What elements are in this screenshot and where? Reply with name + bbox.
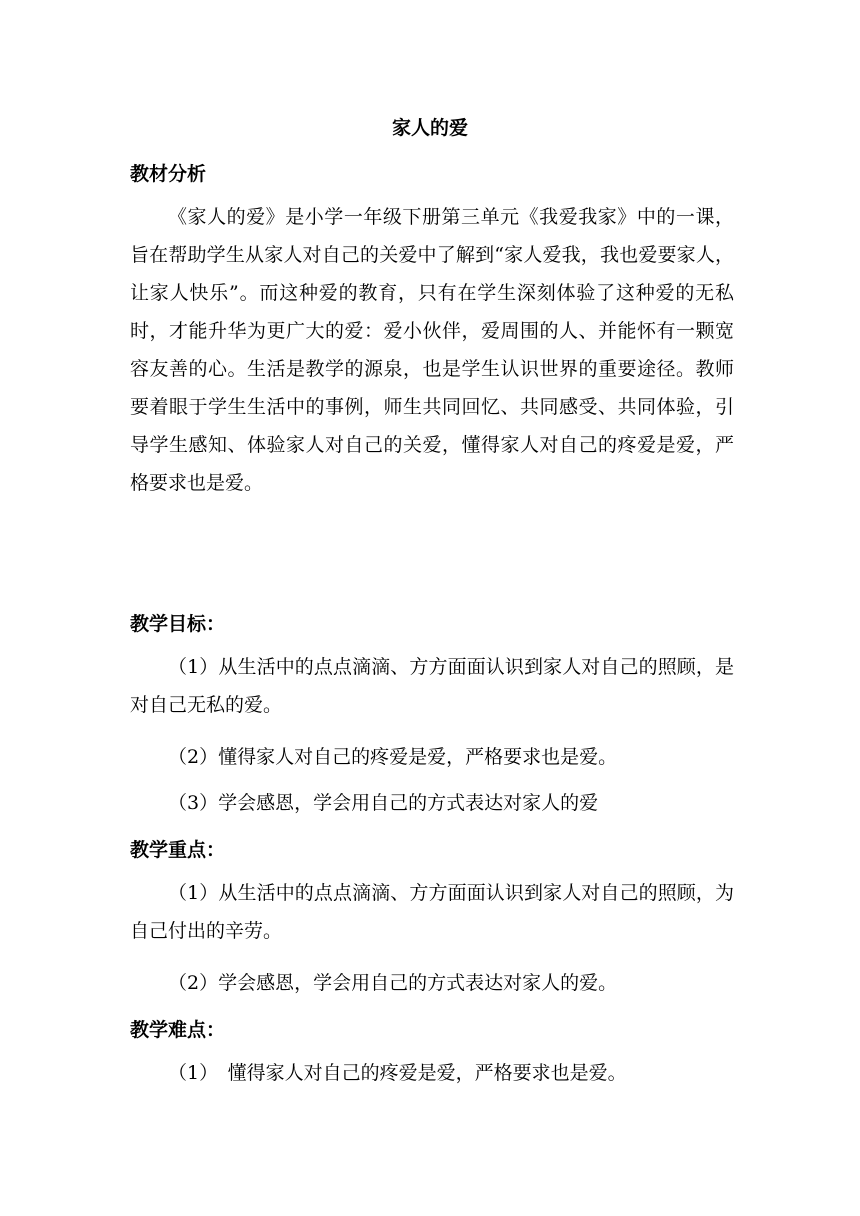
analysis-paragraph: 《家人的爱》是小学一年级下册第三单元《我爱我家》中的一课，旨在帮助学生从家人对自己的关爱中了解到“家人爱我，我也爱要家人，让家人快乐”。而这种爱的教育，只有在学生深刻体验了这种爱的无私时，才能升华为更广大的爱：爱小伙伴，爱周围的人、并能怀有一颗宽容友善的心。生活是教学的源泉，也是学生认识世界的重要途径。教师要着眼于学生生活中的事例，师生共同回忆、共同感受、共同体验，引导学生感知、体验家人对自己的关爱，懂得家人对自己的疼爱是爱，严格要求也是爱。 (130, 206, 734, 494)
page-title: 家人的爱 (391, 117, 468, 139)
goal-item-3: （3）学会感恩，学会用自己的方式表达对家人的爱 (168, 792, 599, 814)
goal-item-2: （2）懂得家人对自己的疼爱是爱，严格要求也是爱。 (168, 746, 618, 768)
section-heading-keypoints: 教学重点： (130, 839, 226, 861)
keypoint-item-2: （2）学会感恩，学会用自己的方式表达对家人的爱。 (168, 972, 618, 994)
section-heading-goals: 教学目标： (130, 613, 226, 635)
goal-item-1: （1）从生活中的点点滴滴、方方面面认识到家人对自己的照顾，是对自己无私的爱。 (130, 656, 734, 716)
section-heading-analysis: 教材分析 (130, 163, 207, 185)
section-heading-difficulties: 教学难点： (130, 1019, 226, 1041)
difficulty-item-1: （1） 懂得家人对自己的疼爱是爱，严格要求也是爱。 (168, 1062, 627, 1084)
keypoint-item-1: （1）从生活中的点点滴滴、方方面面认识到家人对自己的照顾，为自己付出的辛劳。 (130, 882, 734, 942)
